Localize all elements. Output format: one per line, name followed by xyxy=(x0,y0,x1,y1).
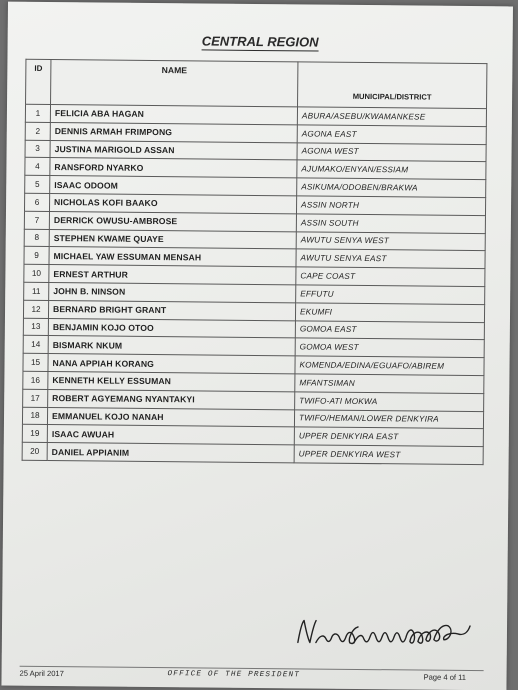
table-row xyxy=(22,442,483,464)
row-name: JUSTINA MARIGOLD ASSAN xyxy=(50,140,297,160)
footer-office: OFFICE OF THE PRESIDENT xyxy=(167,670,301,680)
row-name: JOHN B. NINSON xyxy=(49,282,296,302)
row-id: 19 xyxy=(22,425,47,443)
table-body xyxy=(22,104,486,464)
row-district: GOMOA WEST xyxy=(295,338,484,358)
row-district: EKUMFI xyxy=(295,303,484,323)
row-name: DANIEL APPIANIM xyxy=(47,443,294,463)
row-name: KENNETH KELLY ESSUMAN xyxy=(48,371,295,391)
row-name: ISAAC AWUAH xyxy=(47,425,294,445)
row-district: ASSIN SOUTH xyxy=(296,214,485,234)
row-district: KOMENDA/EDINA/EGUAFO/ABIREM xyxy=(295,356,484,376)
row-district: ASSIN NORTH xyxy=(296,196,485,216)
row-id: 18 xyxy=(22,407,47,425)
row-id: 5 xyxy=(25,175,50,193)
row-district: TWIFO-ATI MOKWA xyxy=(295,392,484,412)
row-id: 10 xyxy=(24,264,49,282)
row-id: 20 xyxy=(22,442,47,460)
row-name: MICHAEL YAW ESSUMAN MENSAH xyxy=(49,247,296,267)
row-district: AGONA WEST xyxy=(297,142,486,162)
page-title xyxy=(8,32,513,52)
row-id: 9 xyxy=(24,247,49,265)
row-district: MFANTSIMAN xyxy=(295,374,484,394)
row-district: AGONA EAST xyxy=(297,125,486,145)
row-id: 2 xyxy=(25,122,50,140)
row-name: BENJAMIN KOJO OTOO xyxy=(48,318,295,338)
row-id: 12 xyxy=(23,300,48,318)
row-name: BERNARD BRIGHT GRANT xyxy=(48,300,295,320)
row-id: 17 xyxy=(23,389,48,407)
footer-date: 25 April 2017 xyxy=(19,668,64,679)
row-district: AWUTU SENYA EAST xyxy=(296,249,485,269)
row-id: 15 xyxy=(23,353,48,371)
document-page xyxy=(1,2,513,690)
signature xyxy=(292,608,482,660)
row-district: GOMOA EAST xyxy=(295,320,484,340)
row-id: 1 xyxy=(25,104,50,122)
row-id: 16 xyxy=(23,371,48,389)
row-district: AJUMAKO/ENYAN/ESSIAM xyxy=(297,160,486,180)
row-id: 13 xyxy=(23,318,48,336)
row-id: 7 xyxy=(24,211,49,229)
row-district: ABURA/ASEBU/KWAMANKESE xyxy=(297,107,486,127)
row-district: CAPE COAST xyxy=(296,267,485,287)
row-name: STEPHEN KWAME QUAYE xyxy=(49,229,296,249)
row-district: EFFUTU xyxy=(296,285,485,305)
row-id: 4 xyxy=(25,158,50,176)
row-name: BISMARK NKUM xyxy=(48,336,295,356)
row-name: NANA APPIAH KORANG xyxy=(48,354,295,374)
row-name: NICHOLAS KOFI BAAKO xyxy=(50,193,297,213)
table-header-row xyxy=(26,59,487,108)
row-name: ERNEST ARTHUR xyxy=(49,265,296,285)
row-district: AWUTU SENYA WEST xyxy=(296,231,485,251)
row-id: 3 xyxy=(25,140,50,158)
row-name: EMMANUEL KOJO NANAH xyxy=(47,407,294,427)
row-district: UPPER DENKYIRA EAST xyxy=(294,427,483,447)
header-district: MUNICIPAL/DISTRICT xyxy=(298,62,487,109)
row-district: ASIKUMA/ODOBEN/BRAKWA xyxy=(297,178,486,198)
row-name: RANSFORD NYARKO xyxy=(50,158,297,178)
page-title-text: CENTRAL REGION xyxy=(201,33,319,50)
row-name: ISAAC ODOOM xyxy=(50,176,297,196)
row-name: ROBERT AGYEMANG NYANTAKYI xyxy=(48,389,295,409)
row-id: 14 xyxy=(23,336,48,354)
row-id: 11 xyxy=(24,282,49,300)
row-id: 8 xyxy=(24,229,49,247)
row-name: FELICIA ABA HAGAN xyxy=(50,104,297,124)
row-district: TWIFO/HEMAN/LOWER DENKYIRA xyxy=(294,409,483,429)
row-district: UPPER DENKYIRA WEST xyxy=(294,445,483,465)
footer-page-number: Page 4 of 11 xyxy=(423,672,467,683)
appointees-table xyxy=(22,59,488,465)
header-name: NAME xyxy=(51,59,298,106)
row-name: DENNIS ARMAH FRIMPONG xyxy=(50,122,297,142)
row-name: DERRICK OWUSU-AMBROSE xyxy=(49,211,296,231)
row-id: 6 xyxy=(25,193,50,211)
header-id: ID xyxy=(26,59,51,104)
